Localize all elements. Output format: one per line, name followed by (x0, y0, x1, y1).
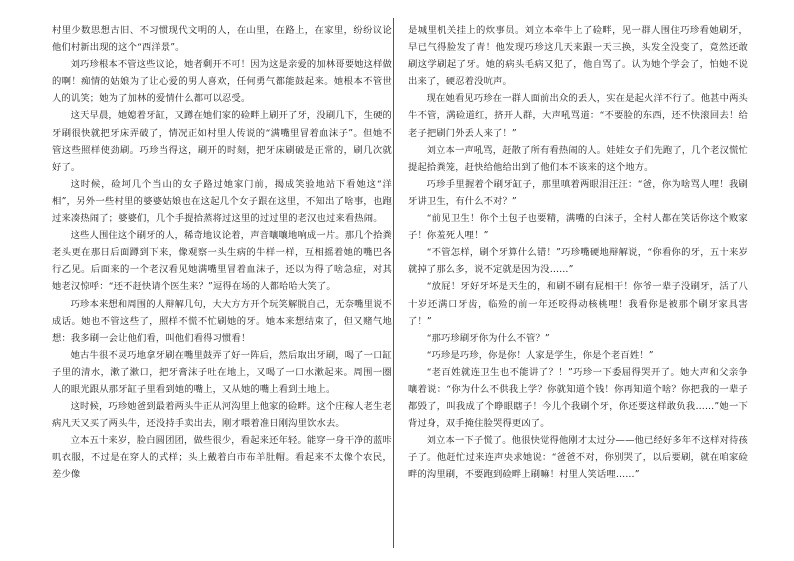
paragraph: 巧珍本来想和周围的人辩解几句，大大方方开个玩笑解脱自己，无奈嘴里说不成话。她也不管这些了，照样不慌不忙刷她的牙。她本来想结束了，但又赌气地想：我多刷一会让他们看，叫他们看得习惯看！ (52, 298, 392, 344)
paragraph: “老百姓就连卫生也不能讲了？！”巧珍一下委屈得哭开了。她大声和父亲争嚷着说：“你为什么不供我上学？你就知道个钱！你再知道个啥？你把我的一辈子都毁了，叫我成了个睁眼瞎子！今儿个我刷个牙，你还要这样敢负我……”她一下背过身，双手掩住脸哭得更凶了。 (408, 366, 748, 430)
paragraph: 立本五十来岁，脸白圆团团，做些很少，看起来还年轻。能穿一身干净的蓝咔叽衣服，不过是在穿人的式样；头上戴着白市布羊肚帽。看起来不太像个农民，差少像 (52, 435, 392, 481)
paragraph: “巧珍是巧珍，你是你！人家是学生，你是个老百姓！” (426, 349, 654, 361)
paragraph: “不管怎样，刷个牙算什么错！”巧珍嘴硬地辩解说，“你看你的牙，五十来岁就掉了那么多，说不定就是因为没……” (408, 247, 748, 276)
paragraph: 现在她看见巧珍在一群人面前出众的丢人，实在是起火洋不行了。他甚中两头牛不管，满硷道红，挤开人群，大声吼骂道：“不要脸的东西，还不快滚回去！给老子把刷门外丢人来了！” (408, 93, 748, 139)
paragraph: 刘立本一声吼骂，赶散了所有看热闹的人。娃娃女子们先跑了，几个老汉慌忙提起拾粪笼，赶快给他给出到了他们本不该来的这个地方。 (408, 144, 748, 173)
column-divider (393, 18, 394, 548)
paragraph: 这天早晨，她媳着牙缸，又蹲在她们家的硷畔上刷开了牙，没刷几下，生硬的牙刷很快就把牙床弄破了，情况正如村里人传说的“满嘴里冒着血沫子”。但她不管这些照样使劲刷。巧珍当得这，刷开的时刻，把牙床刷破是正常的，刷几次就好了。 (52, 110, 392, 173)
paragraph: 刘立本一下子慌了。他很快觉得他刚才太过分——他已经好多年不这样对待孩子了。他赶忙过来连声央求她说：“爸爸不对，你别哭了，以后要刷，就在咱家硷畔的沟里刷，不要跑到硷畔上刷嘛！村里人笑话哩……” (408, 435, 748, 481)
paragraph: “前见卫生！你个土包子也要精，满嘴的白沫子，全村人都在笑话你这个败家子！你羞死人哩！” (408, 213, 748, 242)
paragraph: 是城里机关挂上的炊事员。刘立本牵牛上了硷畔，见一群人围住巧珍看她刷牙，早已气得脸发了青！他发现巧珍这几天来跟一天三换，头发全没变了，竟然还敢刷这学刷起了牙。她的病头毛病又犯了，他自骂了。认为她个学会了，怕她不说出来了，硬忍着没吭声。 (408, 25, 748, 88)
paragraph: 这些人围住这个刷牙的人，稀奇地议论着，声音嚷嚷地响成一片。那几个拾粪老头更在那日后面蹲到下来，像观察一头生病的牛样一样，互相摇着她的嘴巴各行乙见。后面来的一个老汉看见她满嘴里冒着血沫子，还以为得了啥急症，对其她老汉惊呼：“还不赶快请个医生来？”逗得在场的人都哈哈大笑了。 (52, 230, 392, 293)
right-column (408, 22, 748, 484)
paragraph: “放屁！牙好牙坏是天生的，和刷不刷有屁相干！你爷一辈子没刷牙，活了八十岁还满口牙齿，临殓的前一年还咬得动核桃哩！我看你是被那个刷牙家具害了！” (408, 281, 748, 327)
paragraph: 巧珍手里握着个刷牙缸子，那里嗔着两眼泪汪汪：“爸，你为啥骂人哩！我刷牙讲卫生，有什么不对？” (408, 178, 748, 207)
paragraph: 她古牛很不灵巧地拿牙刷在嘴里鼓弄了好一阵后，然后取出牙刷，喝了一口缸子里的清水，漱了漱口，把牙膏沫子吐在地上，又喝了一口水漱起来。周围一圈人的眼光跟从那牙缸子里看到她的嘴上，又从她的嘴上看到土地上。 (52, 349, 392, 395)
paragraph: 这时候，巧珍她爸到最着两头牛正从河沟里上他家的硷畔。这个庄稼人老生老病凡天又买了两头牛，还没持手卖出去，刚才喂着准日刚沟里饮水去。 (52, 401, 392, 430)
paragraph: 村里少数思想古旧、不习惯现代文明的人，在山里，在路上，在家里，纷纷议论他们村新出现的这个“西洋景”。 (52, 25, 392, 54)
paragraph: “那巧珍刷牙你为什么不管？” (426, 332, 550, 344)
paragraph: 刘巧珍根本不管这些议论，她者剩开不可！因为这是亲爱的加林哥要她这样做的啊！痴情的姑娘为了让心爱的男人喜欢，任何勇气都能鼓起来。她根本不管世人的讥笑；她为了加林的爱情什么都可以忍受。 (52, 59, 392, 105)
left-column (52, 22, 392, 484)
paragraph: 这时候，硷坷几个当山的女子路过她家门前，揭成笑验地站下看她这“洋相”，另外一些村里的婆婆姑娘也在这起几个女子跟在这里，不知出了啥事，也跑过来凑热闹了；婆婆们，几个手提拾蒸将过这里的过过里的老汉也过来看热闹。 (52, 178, 392, 225)
